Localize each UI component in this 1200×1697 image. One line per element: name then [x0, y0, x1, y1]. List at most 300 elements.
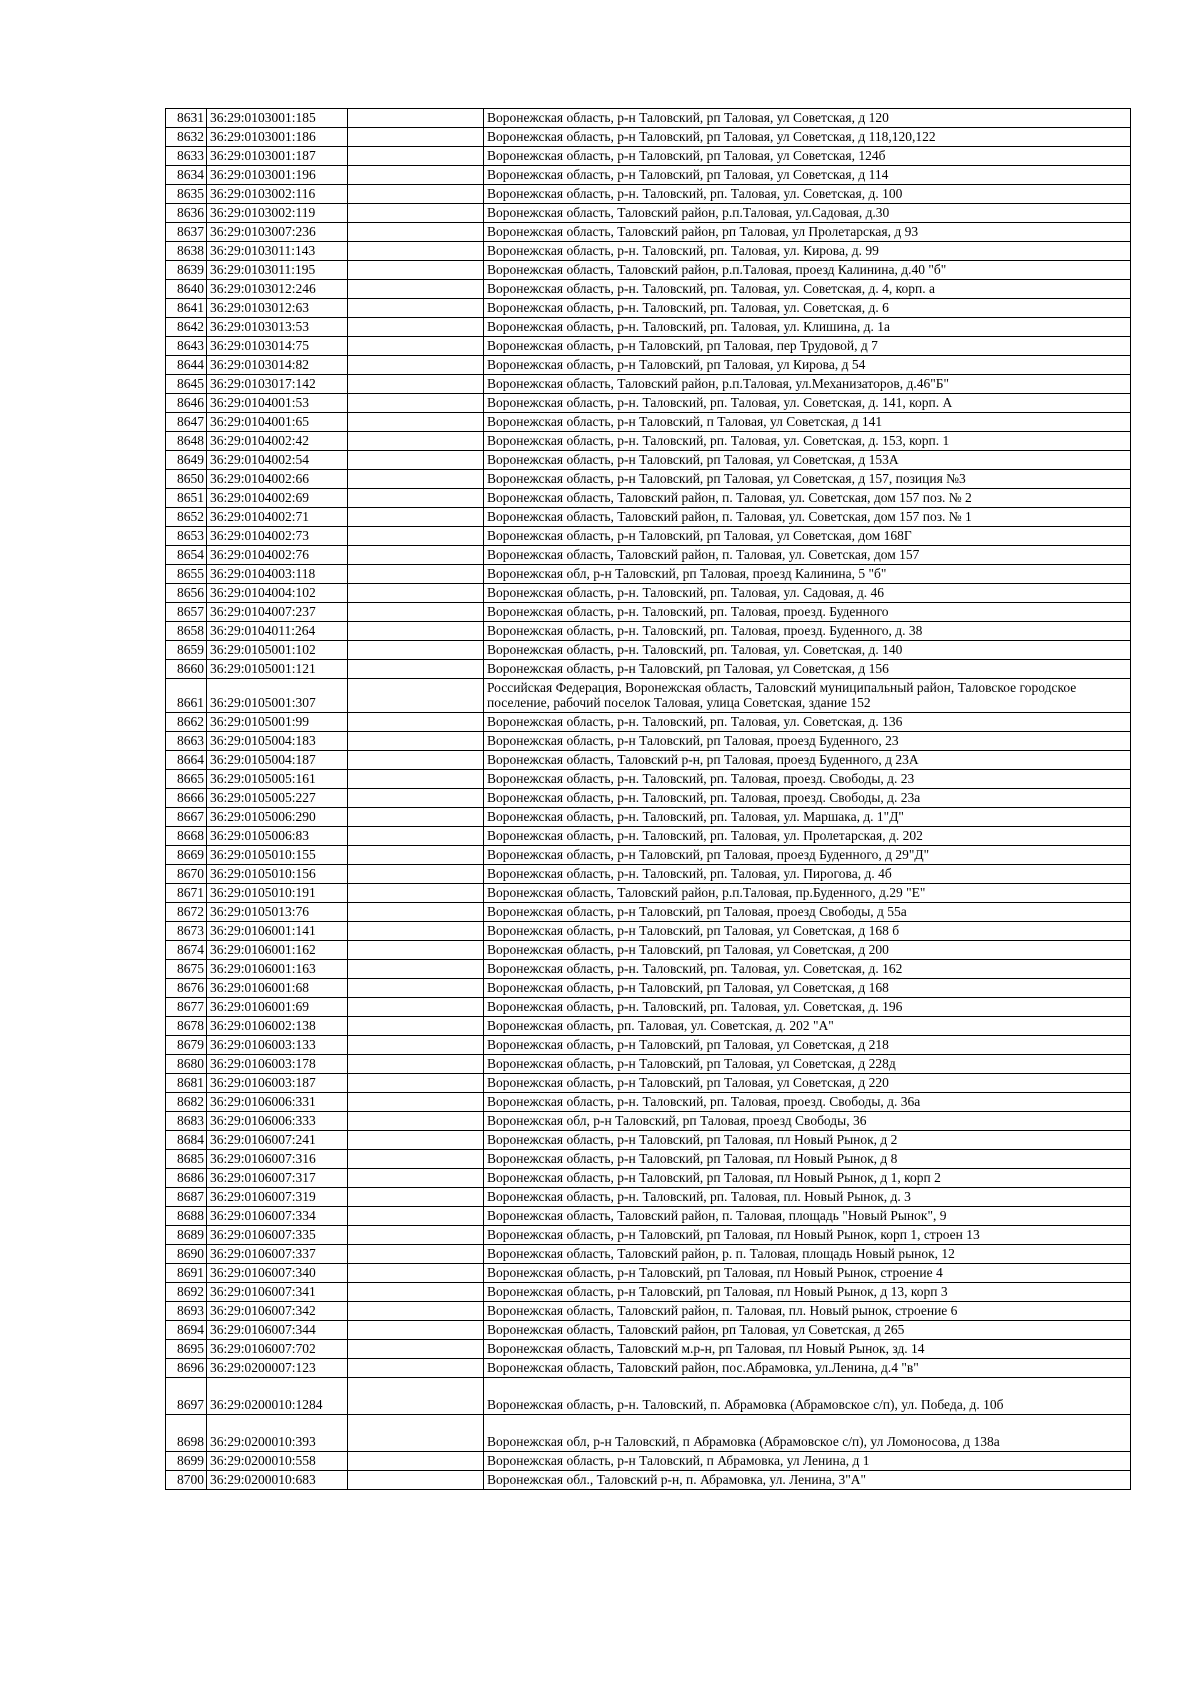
- row-number-cell: 8661: [166, 679, 207, 713]
- cadastral-number-cell: 36:29:0105005:161: [207, 770, 348, 789]
- cadastral-number-cell: 36:29:0106001:69: [207, 998, 348, 1017]
- row-number-cell: 8684: [166, 1131, 207, 1150]
- row-number-cell: 8637: [166, 223, 207, 242]
- empty-cell: [348, 827, 484, 846]
- row-number-cell: 8676: [166, 979, 207, 998]
- cadastral-number-cell: 36:29:0106007:316: [207, 1150, 348, 1169]
- address-cell: Воронежская обл, р-н Таловский, рп Таловая, проезд Свободы, 36: [484, 1112, 1131, 1131]
- cadastral-number-cell: 36:29:0106007:337: [207, 1245, 348, 1264]
- cadastral-number-cell: 36:29:0104002:76: [207, 546, 348, 565]
- address-cell: Воронежская область, р-н Таловский, п Абрамовка, ул Ленина, д 1: [484, 1452, 1131, 1471]
- row-number-cell: 8688: [166, 1207, 207, 1226]
- empty-cell: [348, 318, 484, 337]
- row-number-cell: 8659: [166, 641, 207, 660]
- empty-cell: [348, 603, 484, 622]
- address-cell: Воронежская область, Таловский район, пос.Абрамовка, ул.Ленина, д.4 "в": [484, 1359, 1131, 1378]
- empty-cell: [348, 223, 484, 242]
- address-cell: Воронежская область, Таловский р-н, рп Таловая, проезд Буденного, д 23А: [484, 751, 1131, 770]
- cadastral-number-cell: 36:29:0106007:319: [207, 1188, 348, 1207]
- cadastral-number-cell: 36:29:0103001:196: [207, 166, 348, 185]
- table-row: [166, 1378, 1131, 1415]
- table-row: [166, 1207, 1131, 1226]
- row-number-cell: 8675: [166, 960, 207, 979]
- cadastral-number-cell: 36:29:0103014:75: [207, 337, 348, 356]
- table-row: [166, 527, 1131, 546]
- address-cell: Воронежская обл, р-н Таловский, рп Таловая, проезд Калинина, 5 "б": [484, 565, 1131, 584]
- empty-cell: [348, 1207, 484, 1226]
- empty-cell: [348, 394, 484, 413]
- address-cell: Воронежская область, р-н. Таловский, рп. Таловая, ул. Советская, д. 100: [484, 185, 1131, 204]
- row-number-cell: 8699: [166, 1452, 207, 1471]
- address-cell: Воронежская область, р-н Таловский, рп Таловая, ул Советская, дом 168Г: [484, 527, 1131, 546]
- cadastral-number-cell: 36:29:0105004:187: [207, 751, 348, 770]
- table-row: [166, 1302, 1131, 1321]
- cadastral-number-cell: 36:29:0105001:121: [207, 660, 348, 679]
- table-row: [166, 1226, 1131, 1245]
- row-number-cell: 8667: [166, 808, 207, 827]
- address-cell: Российская Федерация, Воронежская область, Таловский муниципальный район, Таловское городское поселение, рабочий поселок Таловая, улица Советская, здание 152: [484, 679, 1131, 713]
- table-row: [166, 280, 1131, 299]
- row-number-cell: 8665: [166, 770, 207, 789]
- row-number-cell: 8643: [166, 337, 207, 356]
- empty-cell: [348, 622, 484, 641]
- table-row: [166, 960, 1131, 979]
- table-row: [166, 546, 1131, 565]
- address-cell: Воронежская область, р-н. Таловский, рп. Таловая, проезд. Свободы, д. 23а: [484, 789, 1131, 808]
- table-row: [166, 1036, 1131, 1055]
- cadastral-number-cell: 36:29:0106007:334: [207, 1207, 348, 1226]
- row-number-cell: 8649: [166, 451, 207, 470]
- table-row: [166, 375, 1131, 394]
- address-cell: Воронежская область, Таловский район, п. Таловая, площадь "Новый Рынок", 9: [484, 1207, 1131, 1226]
- address-cell: Воронежская область, р-н Таловский, рп Таловая, ул Советская, д 228д: [484, 1055, 1131, 1074]
- address-cell: Воронежская область, р-н. Таловский, рп. Таловая, проезд. Свободы, д. 36а: [484, 1093, 1131, 1112]
- cadastral-number-cell: 36:29:0104007:237: [207, 603, 348, 622]
- address-cell: Воронежская область, р-н Таловский, рп Таловая, ул Кирова, д 54: [484, 356, 1131, 375]
- address-cell: Воронежская область, р-н Таловский, рп Таловая, проезд Буденного, д 29"Д": [484, 846, 1131, 865]
- table-row: [166, 356, 1131, 375]
- cadastral-number-cell: 36:29:0103013:53: [207, 318, 348, 337]
- table-row: [166, 641, 1131, 660]
- cadastral-number-cell: 36:29:0106007:344: [207, 1321, 348, 1340]
- row-number-cell: 8652: [166, 508, 207, 527]
- cadastral-number-cell: 36:29:0200010:558: [207, 1452, 348, 1471]
- address-cell: Воронежская область, р-н. Таловский, рп. Таловая, ул. Советская, д. 6: [484, 299, 1131, 318]
- table-row: [166, 185, 1131, 204]
- row-number-cell: 8671: [166, 884, 207, 903]
- empty-cell: [348, 1321, 484, 1340]
- empty-cell: [348, 865, 484, 884]
- empty-cell: [348, 166, 484, 185]
- address-cell: Воронежская область, Таловский район, р.п.Таловая, ул.Садовая, д.30: [484, 204, 1131, 223]
- row-number-cell: 8690: [166, 1245, 207, 1264]
- cadastral-number-cell: 36:29:0103011:195: [207, 261, 348, 280]
- cadastral-number-cell: 36:29:0105010:156: [207, 865, 348, 884]
- cadastral-number-cell: 36:29:0106007:317: [207, 1169, 348, 1188]
- empty-cell: [348, 470, 484, 489]
- row-number-cell: 8655: [166, 565, 207, 584]
- empty-cell: [348, 1452, 484, 1471]
- address-cell: Воронежская область, р-н Таловский, рп Таловая, ул Советская, д 118,120,122: [484, 128, 1131, 147]
- table-row: [166, 204, 1131, 223]
- empty-cell: [348, 1188, 484, 1207]
- empty-cell: [348, 584, 484, 603]
- empty-cell: [348, 1169, 484, 1188]
- table-row: [166, 1340, 1131, 1359]
- cadastral-number-cell: 36:29:0103012:246: [207, 280, 348, 299]
- table-row: [166, 223, 1131, 242]
- table-row: [166, 261, 1131, 280]
- table-row: [166, 789, 1131, 808]
- table-row: [166, 1055, 1131, 1074]
- cadastral-number-cell: 36:29:0104003:118: [207, 565, 348, 584]
- cadastral-number-cell: 36:29:0103014:82: [207, 356, 348, 375]
- table-row: [166, 1112, 1131, 1131]
- row-number-cell: 8645: [166, 375, 207, 394]
- table-row: [166, 147, 1131, 166]
- empty-cell: [348, 1226, 484, 1245]
- table-row: [166, 166, 1131, 185]
- address-cell: Воронежская область, р-н Таловский, рп Таловая, ул Советская, д 168 б: [484, 922, 1131, 941]
- table-row: [166, 1169, 1131, 1188]
- row-number-cell: 8687: [166, 1188, 207, 1207]
- cadastral-number-cell: 36:29:0106007:342: [207, 1302, 348, 1321]
- empty-cell: [348, 185, 484, 204]
- table-row: [166, 998, 1131, 1017]
- address-cell: Воронежская область, р-н. Таловский, рп. Таловая, ул. Садовая, д. 46: [484, 584, 1131, 603]
- address-cell: Воронежская область, р-н. Таловский, рп. Таловая, ул. Советская, д. 141, корп. А: [484, 394, 1131, 413]
- empty-cell: [348, 299, 484, 318]
- empty-cell: [348, 1415, 484, 1452]
- row-number-cell: 8685: [166, 1150, 207, 1169]
- row-number-cell: 8673: [166, 922, 207, 941]
- address-cell: Воронежская область, р-н. Таловский, рп. Таловая, ул. Клишина, д. 1а: [484, 318, 1131, 337]
- row-number-cell: 8679: [166, 1036, 207, 1055]
- row-number-cell: 8635: [166, 185, 207, 204]
- address-cell: Воронежская область, Таловский район, п. Таловая, ул. Советская, дом 157: [484, 546, 1131, 565]
- cadastral-number-cell: 36:29:0105006:290: [207, 808, 348, 827]
- address-cell: Воронежская область, р-н Таловский, рп Таловая, пл Новый Рынок, д 13, корп 3: [484, 1283, 1131, 1302]
- table-row: [166, 884, 1131, 903]
- empty-cell: [348, 451, 484, 470]
- row-number-cell: 8639: [166, 261, 207, 280]
- row-number-cell: 8650: [166, 470, 207, 489]
- empty-cell: [348, 1340, 484, 1359]
- address-cell: Воронежская область, р-н. Таловский, рп. Таловая, ул. Советская, д. 136: [484, 713, 1131, 732]
- cadastral-number-cell: 36:29:0103002:116: [207, 185, 348, 204]
- row-number-cell: 8689: [166, 1226, 207, 1245]
- row-number-cell: 8658: [166, 622, 207, 641]
- table-row: [166, 603, 1131, 622]
- cadastral-number-cell: 36:29:0104011:264: [207, 622, 348, 641]
- address-cell: Воронежская область, р-н. Таловский, рп. Таловая, проезд. Свободы, д. 23: [484, 770, 1131, 789]
- table-row: [166, 713, 1131, 732]
- row-number-cell: 8664: [166, 751, 207, 770]
- address-cell: Воронежская область, р-н Таловский, рп Таловая, проезд Буденного, 23: [484, 732, 1131, 751]
- empty-cell: [348, 751, 484, 770]
- row-number-cell: 8654: [166, 546, 207, 565]
- address-cell: Воронежская область, Таловский район, п. Таловая, ул. Советская, дом 157 поз. № 1: [484, 508, 1131, 527]
- address-cell: Воронежская область, р-н Таловский, рп Таловая, ул Советская, д 120: [484, 109, 1131, 128]
- cadastral-number-cell: 36:29:0200010:393: [207, 1415, 348, 1452]
- empty-cell: [348, 1359, 484, 1378]
- address-cell: Воронежская область, р-н Таловский, рп Таловая, пл Новый Рынок, д 8: [484, 1150, 1131, 1169]
- empty-cell: [348, 884, 484, 903]
- row-number-cell: 8686: [166, 1169, 207, 1188]
- address-cell: Воронежская область, Таловский район, п. Таловая, пл. Новый рынок, строение 6: [484, 1302, 1131, 1321]
- address-cell: Воронежская область, р-н Таловский, рп Таловая, ул Советская, д 153А: [484, 451, 1131, 470]
- table-row: [166, 660, 1131, 679]
- row-number-cell: 8694: [166, 1321, 207, 1340]
- empty-cell: [348, 109, 484, 128]
- address-cell: Воронежская область, р-н Таловский, рп Таловая, пл Новый Рынок, строение 4: [484, 1264, 1131, 1283]
- cadastral-number-cell: 36:29:0106007:702: [207, 1340, 348, 1359]
- address-cell: Воронежская область, р-н Таловский, рп Таловая, ул Советская, д 200: [484, 941, 1131, 960]
- table-row: [166, 109, 1131, 128]
- row-number-cell: 8700: [166, 1471, 207, 1490]
- empty-cell: [348, 641, 484, 660]
- table-row: [166, 337, 1131, 356]
- table-row: [166, 1074, 1131, 1093]
- empty-cell: [348, 998, 484, 1017]
- address-cell: Воронежская область, р-н. Таловский, рп. Таловая, проезд. Буденного: [484, 603, 1131, 622]
- address-cell: Воронежская область, р-н. Таловский, рп. Таловая, ул. Кирова, д. 99: [484, 242, 1131, 261]
- cadastral-number-cell: 36:29:0106007:241: [207, 1131, 348, 1150]
- address-cell: Воронежская область, Таловский район, р.п.Таловая, проезд Калинина, д.40 "б": [484, 261, 1131, 280]
- table-row: [166, 1264, 1131, 1283]
- empty-cell: [348, 489, 484, 508]
- cadastral-number-cell: 36:29:0104001:65: [207, 413, 348, 432]
- empty-cell: [348, 808, 484, 827]
- cadastral-number-cell: 36:29:0104001:53: [207, 394, 348, 413]
- row-number-cell: 8632: [166, 128, 207, 147]
- table-row: [166, 1359, 1131, 1378]
- row-number-cell: 8656: [166, 584, 207, 603]
- cadastral-number-cell: 36:29:0105004:183: [207, 732, 348, 751]
- row-number-cell: 8648: [166, 432, 207, 451]
- empty-cell: [348, 1093, 484, 1112]
- row-number-cell: 8697: [166, 1378, 207, 1415]
- row-number-cell: 8634: [166, 166, 207, 185]
- cadastral-number-cell: 36:29:0103001:186: [207, 128, 348, 147]
- cadastral-number-cell: 36:29:0106006:331: [207, 1093, 348, 1112]
- empty-cell: [348, 204, 484, 223]
- row-number-cell: 8638: [166, 242, 207, 261]
- address-cell: Воронежская область, рп. Таловая, ул. Советская, д. 202 "А": [484, 1017, 1131, 1036]
- table-row: [166, 242, 1131, 261]
- row-number-cell: 8669: [166, 846, 207, 865]
- table-row: [166, 808, 1131, 827]
- row-number-cell: 8633: [166, 147, 207, 166]
- table-row: [166, 413, 1131, 432]
- row-number-cell: 8640: [166, 280, 207, 299]
- empty-cell: [348, 789, 484, 808]
- cadastral-number-cell: 36:29:0105001:307: [207, 679, 348, 713]
- table-row: [166, 865, 1131, 884]
- row-number-cell: 8677: [166, 998, 207, 1017]
- empty-cell: [348, 979, 484, 998]
- address-cell: Воронежская область, р-н Таловский, рп Таловая, проезд Свободы, д 55а: [484, 903, 1131, 922]
- cadastral-number-cell: 36:29:0105010:155: [207, 846, 348, 865]
- address-cell: Воронежская область, р-н. Таловский, рп. Таловая, ул. Советская, д. 4, корп. а: [484, 280, 1131, 299]
- table-row: [166, 1245, 1131, 1264]
- row-number-cell: 8692: [166, 1283, 207, 1302]
- row-number-cell: 8647: [166, 413, 207, 432]
- address-cell: Воронежская область, р-н Таловский, рп Таловая, пл Новый Рынок, д 1, корп 2: [484, 1169, 1131, 1188]
- empty-cell: [348, 903, 484, 922]
- cadastral-number-cell: 36:29:0105006:83: [207, 827, 348, 846]
- table-row: [166, 128, 1131, 147]
- empty-cell: [348, 147, 484, 166]
- address-cell: Воронежская область, р-н Таловский, рп Таловая, пл Новый Рынок, корп 1, строен 13: [484, 1226, 1131, 1245]
- table-row: [166, 1415, 1131, 1452]
- empty-cell: [348, 1017, 484, 1036]
- row-number-cell: 8644: [166, 356, 207, 375]
- address-cell: Воронежская область, р-н Таловский, рп Таловая, ул Советская, д 114: [484, 166, 1131, 185]
- empty-cell: [348, 356, 484, 375]
- cadastral-number-cell: 36:29:0105001:99: [207, 713, 348, 732]
- table-row: [166, 622, 1131, 641]
- cadastral-number-cell: 36:29:0106007:341: [207, 1283, 348, 1302]
- table-row: [166, 432, 1131, 451]
- table-row: [166, 508, 1131, 527]
- row-number-cell: 8674: [166, 941, 207, 960]
- table-row: [166, 1321, 1131, 1340]
- cadastral-number-cell: 36:29:0103002:119: [207, 204, 348, 223]
- address-cell: Воронежская область, р-н Таловский, рп Таловая, пл Новый Рынок, д 2: [484, 1131, 1131, 1150]
- row-number-cell: 8680: [166, 1055, 207, 1074]
- row-number-cell: 8681: [166, 1074, 207, 1093]
- cadastral-number-cell: 36:29:0200010:1284: [207, 1378, 348, 1415]
- address-cell: Воронежская обл, р-н Таловский, п Абрамовка (Абрамовское с/п), ул Ломоносова, д 138а: [484, 1415, 1131, 1452]
- cadastral-number-cell: 36:29:0105001:102: [207, 641, 348, 660]
- table-row: [166, 903, 1131, 922]
- cadastral-number-cell: 36:29:0105005:227: [207, 789, 348, 808]
- empty-cell: [348, 432, 484, 451]
- cadastral-number-cell: 36:29:0105013:76: [207, 903, 348, 922]
- address-cell: Воронежская область, р-н Таловский, рп Таловая, пер Трудовой, д 7: [484, 337, 1131, 356]
- row-number-cell: 8651: [166, 489, 207, 508]
- cadastral-number-cell: 36:29:0106002:138: [207, 1017, 348, 1036]
- table-row: [166, 394, 1131, 413]
- registry-table: [165, 108, 1131, 1490]
- address-cell: Воронежская область, Таловский район, рп Таловая, ул Пролетарская, д 93: [484, 223, 1131, 242]
- empty-cell: [348, 1245, 484, 1264]
- table-row: [166, 751, 1131, 770]
- address-cell: Воронежская область, Таловский район, р.п.Таловая, пр.Буденного, д.29 "Е": [484, 884, 1131, 903]
- cadastral-number-cell: 36:29:0105010:191: [207, 884, 348, 903]
- cadastral-number-cell: 36:29:0103001:185: [207, 109, 348, 128]
- row-number-cell: 8691: [166, 1264, 207, 1283]
- table-row: [166, 941, 1131, 960]
- address-cell: Воронежская область, р-н. Таловский, рп. Таловая, ул. Советская, д. 140: [484, 641, 1131, 660]
- cadastral-number-cell: 36:29:0106001:141: [207, 922, 348, 941]
- address-cell: Воронежская область, р-н. Таловский, рп. Таловая, ул. Советская, д. 196: [484, 998, 1131, 1017]
- empty-cell: [348, 242, 484, 261]
- row-number-cell: 8668: [166, 827, 207, 846]
- address-cell: Воронежская область, р-н Таловский, рп Таловая, ул Советская, д 168: [484, 979, 1131, 998]
- table-row: [166, 770, 1131, 789]
- table-row: [166, 1017, 1131, 1036]
- table-row: [166, 451, 1131, 470]
- row-number-cell: 8641: [166, 299, 207, 318]
- cadastral-number-cell: 36:29:0106003:187: [207, 1074, 348, 1093]
- empty-cell: [348, 960, 484, 979]
- table-row: [166, 584, 1131, 603]
- cadastral-number-cell: 36:29:0103017:142: [207, 375, 348, 394]
- cadastral-number-cell: 36:29:0106003:178: [207, 1055, 348, 1074]
- address-cell: Воронежская область, р-н Таловский, рп Таловая, ул Советская, д 156: [484, 660, 1131, 679]
- address-cell: Воронежская область, р-н. Таловский, рп. Таловая, пл. Новый Рынок, д. 3: [484, 1188, 1131, 1207]
- cadastral-number-cell: 36:29:0104002:69: [207, 489, 348, 508]
- cadastral-number-cell: 36:29:0106006:333: [207, 1112, 348, 1131]
- table-row: [166, 1093, 1131, 1112]
- cadastral-number-cell: 36:29:0106001:163: [207, 960, 348, 979]
- address-cell: Воронежская область, р-н. Таловский, рп. Таловая, проезд. Буденного, д. 38: [484, 622, 1131, 641]
- empty-cell: [348, 713, 484, 732]
- row-number-cell: 8636: [166, 204, 207, 223]
- cadastral-number-cell: 36:29:0103007:236: [207, 223, 348, 242]
- cadastral-number-cell: 36:29:0104002:42: [207, 432, 348, 451]
- row-number-cell: 8657: [166, 603, 207, 622]
- empty-cell: [348, 1302, 484, 1321]
- row-number-cell: 8695: [166, 1340, 207, 1359]
- empty-cell: [348, 941, 484, 960]
- table-row: [166, 922, 1131, 941]
- cadastral-number-cell: 36:29:0200007:123: [207, 1359, 348, 1378]
- address-cell: Воронежская область, р-н Таловский, п Таловая, ул Советская, д 141: [484, 413, 1131, 432]
- empty-cell: [348, 527, 484, 546]
- empty-cell: [348, 1036, 484, 1055]
- empty-cell: [348, 922, 484, 941]
- cadastral-number-cell: 36:29:0103011:143: [207, 242, 348, 261]
- row-number-cell: 8653: [166, 527, 207, 546]
- cadastral-number-cell: 36:29:0104002:54: [207, 451, 348, 470]
- empty-cell: [348, 770, 484, 789]
- table-row: [166, 1283, 1131, 1302]
- table-row: [166, 299, 1131, 318]
- row-number-cell: 8698: [166, 1415, 207, 1452]
- table-row: [166, 1471, 1131, 1490]
- address-cell: Воронежская область, Таловский район, р.п.Таловая, ул.Механизаторов, д.46"Б": [484, 375, 1131, 394]
- table-row: [166, 470, 1131, 489]
- cadastral-number-cell: 36:29:0104002:73: [207, 527, 348, 546]
- table-row: [166, 489, 1131, 508]
- row-number-cell: 8696: [166, 1359, 207, 1378]
- row-number-cell: 8678: [166, 1017, 207, 1036]
- row-number-cell: 8682: [166, 1093, 207, 1112]
- row-number-cell: 8660: [166, 660, 207, 679]
- empty-cell: [348, 337, 484, 356]
- address-cell: Воронежская область, Таловский м.р-н, рп Таловая, пл Новый Рынок, зд. 14: [484, 1340, 1131, 1359]
- table-row: [166, 1131, 1131, 1150]
- empty-cell: [348, 1131, 484, 1150]
- table-row: [166, 732, 1131, 751]
- table-row: [166, 846, 1131, 865]
- row-number-cell: 8662: [166, 713, 207, 732]
- table-row: [166, 679, 1131, 713]
- row-number-cell: 8672: [166, 903, 207, 922]
- address-cell: Воронежская область, р-н. Таловский, рп. Таловая, ул. Советская, д. 162: [484, 960, 1131, 979]
- empty-cell: [348, 508, 484, 527]
- empty-cell: [348, 1378, 484, 1415]
- row-number-cell: 8631: [166, 109, 207, 128]
- empty-cell: [348, 261, 484, 280]
- address-cell: Воронежская область, р-н. Таловский, рп. Таловая, ул. Маршака, д. 1"Д": [484, 808, 1131, 827]
- address-cell: Воронежская область, р-н. Таловский, рп. Таловая, ул. Советская, д. 153, корп. 1: [484, 432, 1131, 451]
- empty-cell: [348, 546, 484, 565]
- empty-cell: [348, 679, 484, 713]
